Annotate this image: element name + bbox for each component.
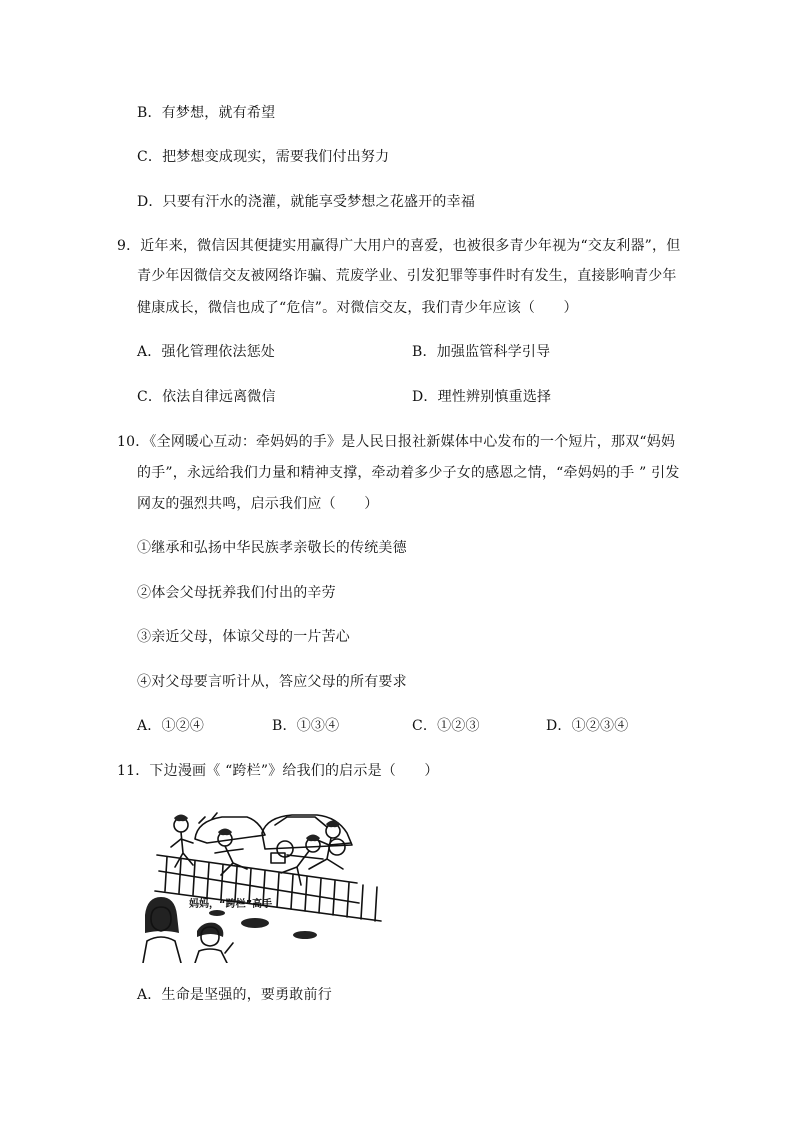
q10-item-1: ①继承和弘扬中华民族孝亲敬长的传统美德 — [137, 540, 407, 556]
q9-option-c: C．依法自律远离微信 — [137, 389, 276, 405]
q10-option-b: B．①③④ — [272, 718, 340, 734]
q10-item-2: ②体会父母抚养我们付出的辛劳 — [137, 585, 336, 601]
q9-stem-line-2: 青少年因微信交友被网络诈骗、荒废学业、引发犯罪等事件时有发生，直接影响青少年 — [137, 268, 677, 284]
q10-item-4: ④对父母要言听计从，答应父母的所有要求 — [137, 674, 407, 690]
q10-option-a: A．①②④ — [137, 718, 205, 734]
q8-option-c: C．把梦想变成现实，需要我们付出努力 — [137, 149, 390, 165]
q9-option-d: D．理性辨别慎重选择 — [412, 389, 552, 405]
q8-option-b: B．有梦想，就有希望 — [137, 105, 276, 121]
q11-option-a: A．生命是坚强的，要勇敢前行 — [137, 987, 332, 1003]
q10-stem-line-2: 的手”，永远给我们力量和精神支撑，牵动着多少子女的感恩之情，“牵妈妈的手 ” 引发 — [137, 465, 680, 481]
q9-stem-line-1: 9．近年来，微信因其便捷实用赢得广大用户的喜爱，也被很多青少年视为“交友利器”，但 — [117, 238, 681, 254]
q10-item-3: ③亲近父母，体谅父母的一片苦心 — [137, 629, 350, 645]
q9-option-b: B．加强监管科学引导 — [412, 344, 551, 360]
q9-stem-line-3: 健康成长，微信也成了“危信”。对微信交友，我们青少年应该（ ） — [137, 300, 578, 316]
q9-option-a: A．强化管理依法惩处 — [137, 344, 276, 360]
q10-stem-line-3: 网友的强烈共鸣，启示我们应（ ） — [137, 496, 379, 512]
q10-option-c: C．①②③ — [412, 718, 480, 734]
q8-option-d: D．只要有汗水的浇灌，就能享受梦想之花盛开的幸福 — [137, 194, 476, 210]
cartoon-caption: 妈妈，“跨栏”高手 — [189, 899, 273, 910]
hurdle-cartoon-image — [137, 803, 387, 963]
q10-option-d: D．①②③④ — [546, 718, 629, 734]
q10-stem-line-1: 10．《全网暖心互动：牵妈妈的手》是人民日报社新媒体中心发布的一个短片，那双“妈妈 — [117, 434, 676, 450]
q11-stem-line-1: 11．下边漫画《 “跨栏”》给我们的启示是（ ） — [117, 763, 439, 779]
